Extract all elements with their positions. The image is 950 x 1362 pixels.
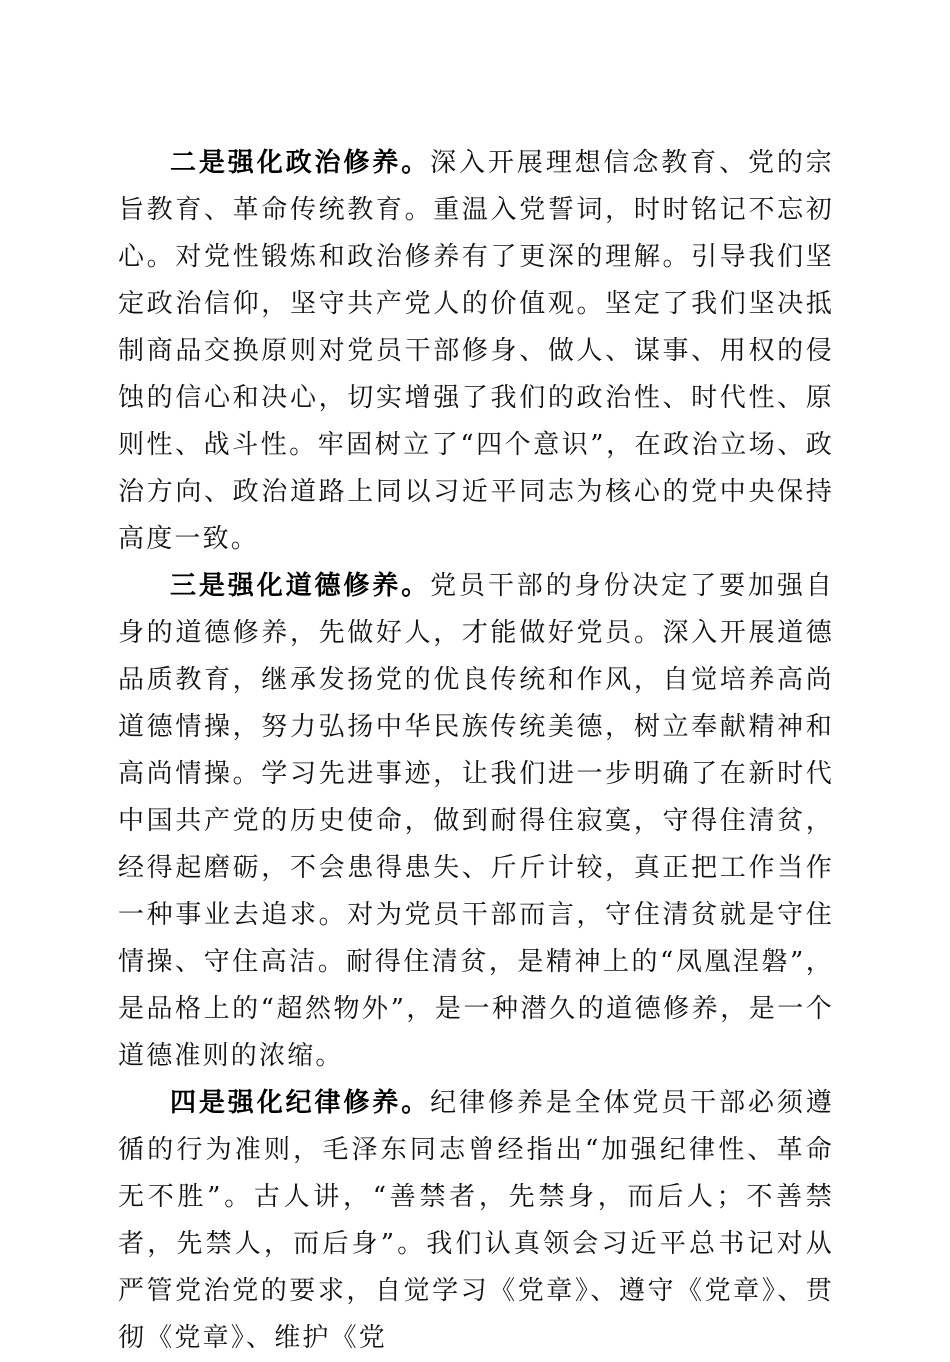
paragraph-discipline-cultivation xyxy=(118,1080,834,1362)
paragraph-text: 深入开展理想信念教育、党的宗旨教育、革命传统教育。重温入党誓词，时时铭记不忘初心。对党性锻炼和政治修养有了更深的理解。引导我们坚定政治信仰，坚守共产党人的价值观。坚定了我们坚决抵制商品交换原则对党员干部修身、做人、谋事、用权的侵蚀的信心和决心，切实增强了我们的政治性、时代性、原则性、战斗性。牢固树立了“四个意识”，在政治立场、政治方向、政治道路上同以习近平同志为核心的党中央保持高度一致。 xyxy=(118,148,834,554)
paragraph-moral-cultivation xyxy=(118,563,834,1080)
paragraph-text: 党员干部的身份决定了要加强自身的道德修养，先做好人，才能做好党员。深入开展道德品质教育，继承发扬党的优良传统和作风，自觉培养高尚道德情操，努力弘扬中华民族传统美德，树立奉献精神和高尚情操。学习先进事迹，让我们进一步明确了在新时代中国共产党的历史使命，做到耐得住寂寞，守得住清贫，经得起磨砺，不会患得患失、斤斤计较，真正把工作当作一种事业去追求。对为党员干部而言，守住清贫就是守住情操、守住高洁。耐得住清贫，是精神上的“凤凰涅磐”，是品格上的“超然物外”，是一种潜久的道德修养，是一个道德准则的浓缩。 xyxy=(118,571,834,1071)
paragraph-text: 纪律修养是全体党员干部必须遵循的行为准则，毛泽东同志曾经指出“加强纪律性、革命无不胜”。古人讲，“善禁者，先禁身，而后人；不善禁者，先禁人，而后身”。我们认真领会习近平总书记对从严管党治党的要求，自觉学习《党章》、遵守《党章》、贯彻《党章》、维护《党 xyxy=(118,1088,834,1353)
paragraph-political-cultivation xyxy=(118,140,834,563)
paragraph-heading: 二是强化政治修养。 xyxy=(170,148,431,178)
paragraph-heading: 三是强化道德修养。 xyxy=(170,571,431,601)
document-body xyxy=(118,140,834,1362)
paragraph-heading: 四是强化纪律修养。 xyxy=(170,1088,431,1118)
